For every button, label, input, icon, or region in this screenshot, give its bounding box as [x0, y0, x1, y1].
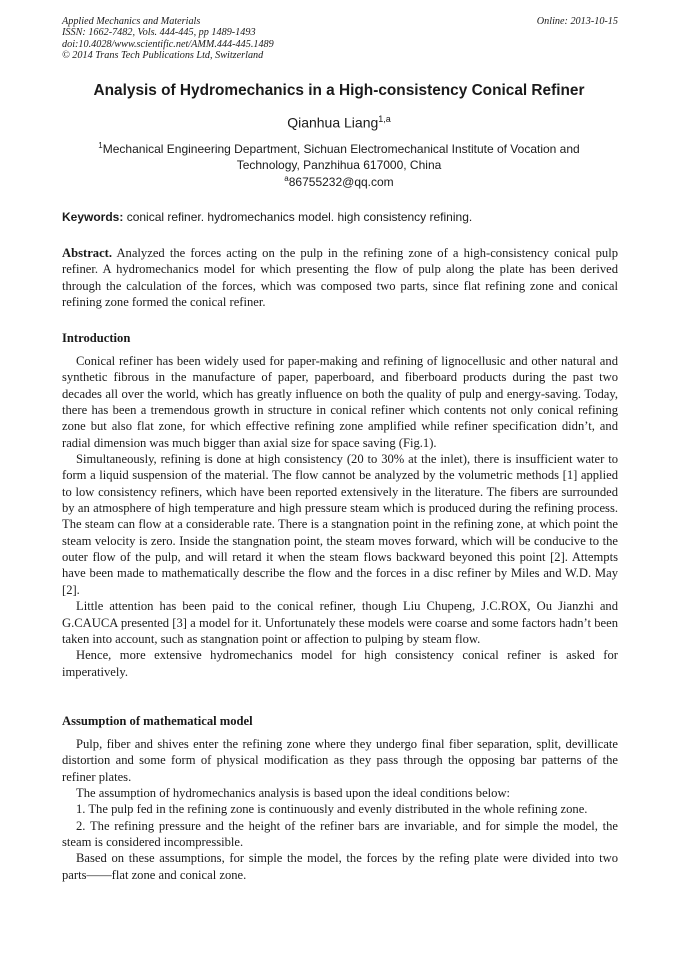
intro-paragraph: Conical refiner has been widely used for paper-making and refining of lignocellusic and other natural and synthetic fibrous in the manufacture of paper, paperboard, and fiberboard products during the past two decades all over the world, which has greatly influence on both the quality of pulp and energy-saving. Today, there has been a tremendous growth in structure in conical refiner which contents not only conical refining zone but also flat zone, for which effective refining zone amplified while refiner specification didn’t, and radial dimension was much bigger than axial size for space saving (Fig.1).	[62, 354, 618, 450]
assumption-paragraph: 2. The refining pressure and the height of the refiner bars are invariable, and for simple the model, the steam is considered incompressible.	[62, 818, 618, 850]
assumption-body	[62, 736, 618, 883]
affiliation	[70, 138, 608, 173]
doi-line[interactable]: doi:10.4028/www.scientific.net/AMM.444-445.1489	[62, 38, 274, 50]
issn-line: ISSN: 1662-7482, Vols. 444-445, pp 1489-1493	[62, 27, 256, 39]
intro-paragraph: Little attention has been paid to the conical refiner, though Liu Chupeng, J.C.ROX, Ou Jianzhi and G.CAUCA presented [3] a model for it. Unfortunately these models were coarse and some factors hadn’t been taken into account, such as stangnation point or affection to pulping by steam flow.	[62, 599, 618, 646]
paper-title: Analysis of Hydromechanics in a High-consistency Conical Refiner	[93, 82, 585, 99]
introduction-body	[62, 353, 618, 680]
email-sup: a	[284, 174, 289, 183]
intro-paragraph: Hence, more extensive hydromechanics model for high consistency conical refiner is asked for imperatively.	[62, 648, 618, 679]
online-date: Online: 2013-10-15	[536, 16, 618, 27]
keywords	[62, 210, 618, 224]
abstract-text: Analyzed the forces acting on the pulp in the refining zone of a high-consistency conical pulp refiner. A hydromechanics model for which presenting the flow of pulp along the plate has been derived through the calculation of the forces, which was composed two parts, since flat refining zone and conical refining zone formed the conical refiner.	[62, 246, 618, 310]
assumption-paragraph: The assumption of hydromechanics analysis is based upon the ideal conditions below:	[76, 786, 511, 801]
assumption-heading: Assumption of mathematical model	[62, 714, 253, 728]
author-name: Qianhua Liang	[287, 114, 379, 131]
copyright-line: © 2014 Trans Tech Publications Ltd, Switzerland	[62, 50, 264, 62]
assumption-paragraph: Pulp, fiber and shives enter the refining zone where they undergo final fiber separation, split, devillicate distortion and some form of physical modification as they pass through the opposing bar patterns of the refiner plates.	[62, 737, 618, 784]
affiliation-sup: 1	[98, 141, 103, 150]
affiliation-text: Mechanical Engineering Department, Sichuan Electromechanical Institute of Vocation and Technology, Panzhihua 617000, China	[102, 142, 580, 172]
author-line	[40, 114, 638, 131]
email-text[interactable]: 86755232@qq.com	[288, 175, 394, 189]
assumption-paragraph: 1. The pulp fed in the refining zone is continuously and evenly distributed in the whole refining zone.	[76, 802, 588, 817]
introduction-heading: Introduction	[62, 331, 131, 345]
assumption-paragraph: Based on these assumptions, for simple the model, the forces by the refing plate were divided into two parts——flat zone and conical zone.	[62, 851, 618, 882]
journal-name: Applied Mechanics and Materials	[62, 16, 201, 27]
intro-paragraph: Simultaneously, refining is done at high consistency (20 to 30% at the inlet), there is insufficient water to form a liquid suspension of the material. The flow cannot be analyzed by the volumetric methods [1] applied to low consistency refiners, which have been reported extensively in the literature. The fibers are surrounded by an atmosphere of high temperature and high pressure steam which is produced during the refining process. The steam can flow at a considerable rate. There is a stangnation point in the refining zone, at which point the steam velocity is zero. Inside the stangnation point, the steam moves forward, which will be conducive to the outer flow of the pulp, and will retard it when the steam flows backward beyoned this point [2]. Attempts have been made to mathematically describe the flow and the forces in a disc refiner by Miles and W.D. May [2].	[62, 452, 618, 597]
author-sup: 1,a	[378, 114, 391, 124]
keywords-label: Keywords:	[62, 210, 124, 224]
author-email	[40, 174, 638, 189]
abstract	[62, 245, 618, 311]
abstract-label: Abstract.	[62, 246, 113, 260]
journal-header	[62, 16, 618, 62]
keywords-text: conical refiner. hydromechanics model. high consistency refining.	[123, 210, 473, 224]
